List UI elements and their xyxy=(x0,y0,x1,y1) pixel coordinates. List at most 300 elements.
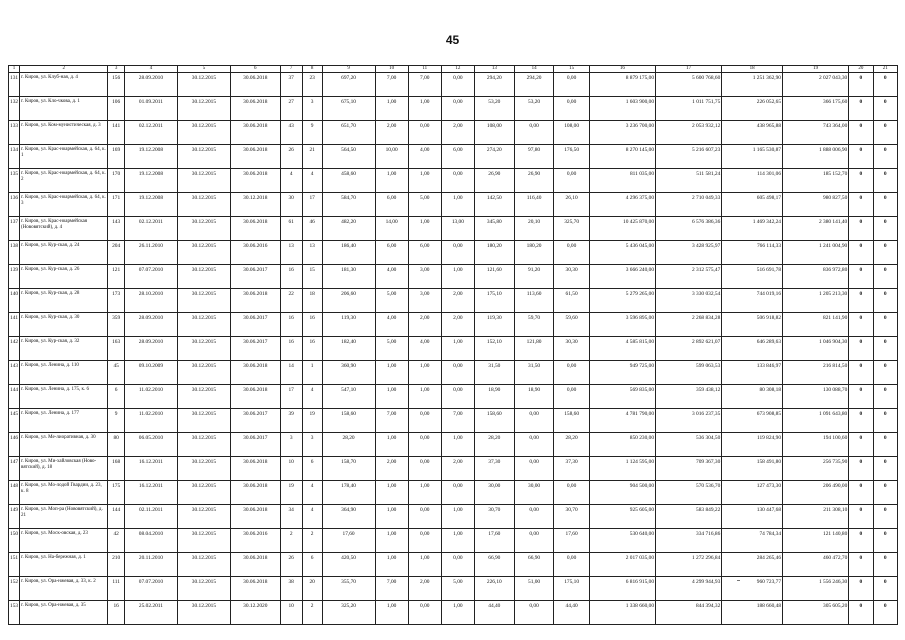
table-cell: 1,00 xyxy=(408,361,441,385)
table-cell: 9 xyxy=(108,409,125,433)
table-cell: 0 xyxy=(849,529,873,553)
address-cell: г. Киров, ул. Ора-нжевая, д. 35 xyxy=(20,601,108,625)
table-cell: 0,00 xyxy=(441,169,474,193)
table-cell: 19 xyxy=(280,481,302,505)
table-row xyxy=(9,313,898,337)
table-cell: 0,00 xyxy=(408,529,441,553)
table-cell: 09.10.2009 xyxy=(124,361,177,385)
table-cell: 0 xyxy=(873,577,897,601)
table-cell: 2 380 141,40 xyxy=(783,217,849,241)
table-cell: 10 xyxy=(280,457,302,481)
table-cell: 256 735,90 xyxy=(783,457,849,481)
table-cell: 30.06.2016 xyxy=(230,529,280,553)
table-cell: 0,00 xyxy=(514,409,554,433)
table-cell: 0,00 xyxy=(514,457,554,481)
table-cell: 1 205 213,30 xyxy=(783,289,849,313)
table-cell: 2 017 035,00 xyxy=(589,553,655,577)
table-cell: 1,00 xyxy=(408,481,441,505)
table-cell: 28,20 xyxy=(474,433,514,457)
table-cell: 5,00 xyxy=(375,289,408,313)
row-number-cell: 138 xyxy=(9,241,20,265)
table-cell: 0 xyxy=(849,97,873,121)
table-cell: 181,30 xyxy=(322,265,375,289)
table-cell: 0 xyxy=(873,121,897,145)
table-row xyxy=(9,481,898,505)
table-cell: 0 xyxy=(849,265,873,289)
table-cell: 158,60 xyxy=(554,409,589,433)
row-number-cell: 151 xyxy=(9,553,20,577)
table-cell: 5,00 xyxy=(441,577,474,601)
table-cell: 16.12.2011 xyxy=(124,457,177,481)
table-cell: 599 063,53 xyxy=(656,361,722,385)
column-header: 6 xyxy=(230,66,280,73)
table-cell: 133 846,97 xyxy=(722,361,783,385)
table-cell: 6 xyxy=(108,385,125,409)
address-cell: г. Киров, ул. Кур-ская, д. 26 xyxy=(20,265,108,289)
table-cell: 3 xyxy=(302,433,322,457)
table-cell: 170 xyxy=(108,169,125,193)
table-cell: 1 241 004,90 xyxy=(783,241,849,265)
row-number-cell: 148 xyxy=(9,481,20,505)
table-cell: 1 469 342,24 xyxy=(722,217,783,241)
table-cell: 30.06.2017 xyxy=(230,409,280,433)
table-cell: 127 473,30 xyxy=(722,481,783,505)
table-cell: 2,00 xyxy=(408,313,441,337)
table-cell: 25.02.2011 xyxy=(124,601,177,625)
table-cell: 1,00 xyxy=(441,505,474,529)
table-cell: 9 xyxy=(302,121,322,145)
table-cell: 30.06.2017 xyxy=(230,313,280,337)
table-cell: 0 xyxy=(873,361,897,385)
table-cell: 16 xyxy=(108,601,125,625)
table-cell: 30.06.2018 xyxy=(230,217,280,241)
table-cell: 30.06.2018 xyxy=(230,121,280,145)
table-cell: 0 xyxy=(849,289,873,313)
table-cell: 0 xyxy=(873,289,897,313)
table-cell: 0,00 xyxy=(514,529,554,553)
table-cell: 4 xyxy=(280,169,302,193)
table-cell: 766 114,33 xyxy=(722,241,783,265)
table-cell: 0 xyxy=(873,193,897,217)
row-number-cell: 143 xyxy=(9,361,20,385)
table-cell: 5 436 045,00 xyxy=(589,241,655,265)
table-cell: 1,00 xyxy=(375,433,408,457)
table-cell: 20,10 xyxy=(514,217,554,241)
table-cell: 119 824,90 xyxy=(722,433,783,457)
table-cell: 30.12.2015 xyxy=(177,121,230,145)
table-cell: 06.05.2010 xyxy=(124,433,177,457)
table-cell: 0 xyxy=(873,601,897,625)
table-cell: 111 xyxy=(108,577,125,601)
table-cell: 30.12.2015 xyxy=(177,97,230,121)
table-cell: 345,80 xyxy=(474,217,514,241)
table-cell: 30.12.2020 xyxy=(230,601,280,625)
table-row xyxy=(9,169,898,193)
column-header: 5 xyxy=(177,66,230,73)
table-cell: 30.06.2018 xyxy=(230,169,280,193)
table-cell: 30.12.2015 xyxy=(177,73,230,97)
table-cell: 226 052,65 xyxy=(722,97,783,121)
table-cell: 31,50 xyxy=(474,361,514,385)
address-cell: г. Киров, ул. Ленина, д. 110 xyxy=(20,361,108,385)
table-cell: 07.07.2010 xyxy=(124,265,177,289)
table-cell: 30.12.2015 xyxy=(177,577,230,601)
table-cell: 294,20 xyxy=(514,73,554,97)
row-number-cell: 137 xyxy=(9,217,20,241)
table-cell: 1,00 xyxy=(408,385,441,409)
table-cell: 28.09.2010 xyxy=(124,73,177,97)
table-cell: 360,90 xyxy=(322,361,375,385)
table-cell: 14,00 xyxy=(375,217,408,241)
table-cell: 646 289,63 xyxy=(722,337,783,361)
column-header: 1 xyxy=(9,66,20,73)
table-cell: 175 xyxy=(108,481,125,505)
table-cell: 17,60 xyxy=(322,529,375,553)
table-cell: 180,20 xyxy=(514,241,554,265)
row-number-cell: 139 xyxy=(9,265,20,289)
table-cell: 0 xyxy=(849,121,873,145)
column-header: 18 xyxy=(722,66,783,73)
table-cell: 26,90 xyxy=(514,169,554,193)
table-cell: 19.12.2008 xyxy=(124,169,177,193)
table-cell: 38 xyxy=(280,577,302,601)
table-cell: 08.04.2010 xyxy=(124,529,177,553)
table-cell: 59,60 xyxy=(554,313,589,337)
table-cell: 0,00 xyxy=(441,73,474,97)
table-cell: 4 xyxy=(302,505,322,529)
table-cell: 18,90 xyxy=(474,385,514,409)
table-cell: 438 965,88 xyxy=(722,121,783,145)
table-cell: 904 500,00 xyxy=(589,481,655,505)
table-cell: 359 xyxy=(108,313,125,337)
table-cell: 3,00 xyxy=(408,265,441,289)
table-row xyxy=(9,529,898,553)
page-number: 45 xyxy=(445,33,460,47)
row-number-cell: 133 xyxy=(9,121,20,145)
table-cell: 482,20 xyxy=(322,217,375,241)
table-cell: 0 xyxy=(849,337,873,361)
table-cell: 59,70 xyxy=(514,313,554,337)
table-cell: 0 xyxy=(849,457,873,481)
table-cell: 18 xyxy=(302,289,322,313)
address-cell: г. Киров, ул. Клуб-ная, д. 4 xyxy=(20,73,108,97)
table-cell: 11.02.2010 xyxy=(124,409,177,433)
table-cell: 19.12.2008 xyxy=(124,193,177,217)
table-cell: 536 304,50 xyxy=(656,433,722,457)
column-header: 16 xyxy=(589,66,655,73)
table-row xyxy=(9,361,898,385)
table-cell: 163 xyxy=(108,337,125,361)
table-cell: 4 xyxy=(302,169,322,193)
table-cell: 16.12.2011 xyxy=(124,481,177,505)
table-cell: 121,80 xyxy=(514,337,554,361)
table-row xyxy=(9,409,898,433)
table-cell: 564,50 xyxy=(322,145,375,169)
table-cell: 1 124 595,00 xyxy=(589,457,655,481)
table-cell: 821 141,90 xyxy=(783,313,849,337)
table-cell: 30,00 xyxy=(514,481,554,505)
table-cell: 697,20 xyxy=(322,73,375,97)
address-cell: г. Киров, ул. Кло-чкова, д. 1 xyxy=(20,97,108,121)
table-cell: 0,00 xyxy=(441,361,474,385)
table-cell: 2,00 xyxy=(441,457,474,481)
table-cell: 53,20 xyxy=(474,97,514,121)
table-cell: 2,00 xyxy=(375,457,408,481)
table-cell: 0 xyxy=(849,505,873,529)
table-cell: 30.12.2015 xyxy=(177,193,230,217)
table-cell: 216 814,50 xyxy=(783,361,849,385)
table-cell: 325,20 xyxy=(322,601,375,625)
table-cell: 30 xyxy=(280,193,302,217)
address-cell: г. Киров, ул. Моп-ра (Нововятский), д. 21 xyxy=(20,505,108,529)
table-cell: 4 299 944,93 xyxy=(656,577,722,601)
table-row xyxy=(9,601,898,625)
column-header: 3 xyxy=(108,66,125,73)
table-cell: 651,70 xyxy=(322,121,375,145)
table-cell: 26 xyxy=(280,553,302,577)
table-cell: 811 035,00 xyxy=(589,169,655,193)
table-cell: 1,00 xyxy=(375,481,408,505)
table-cell: 178,40 xyxy=(322,481,375,505)
table-cell: 226,10 xyxy=(474,577,514,601)
table-row xyxy=(9,73,898,97)
table-cell: 28,20 xyxy=(554,433,589,457)
table-cell: 420,50 xyxy=(322,553,375,577)
table-cell: 169 xyxy=(108,145,125,169)
table-cell: 158,70 xyxy=(322,457,375,481)
table-cell: 8 879 175,00 xyxy=(589,73,655,97)
table-cell: 28.10.2010 xyxy=(124,289,177,313)
table-cell: 949 725,00 xyxy=(589,361,655,385)
table-cell: 30.12.2015 xyxy=(177,289,230,313)
table-cell: 42 xyxy=(108,529,125,553)
table-body xyxy=(9,73,898,625)
address-cell: г. Киров, ул. Крас-ноармейская, д. 64, к. 2 xyxy=(20,169,108,193)
table-cell: 0 xyxy=(849,313,873,337)
table-row xyxy=(9,577,898,601)
table-cell: 2,00 xyxy=(441,289,474,313)
address-cell: г. Киров, ул. Кур-ская, д. 30 xyxy=(20,313,108,337)
table-cell: 30.06.2018 xyxy=(230,361,280,385)
column-header: 17 xyxy=(656,66,722,73)
table-cell: 44,40 xyxy=(554,601,589,625)
table-cell: 26 xyxy=(280,145,302,169)
table-cell: 2 xyxy=(302,529,322,553)
address-cell: г. Киров, ул. Ком-мунистическая, д. 3 xyxy=(20,121,108,145)
table-cell: 30.06.2018 xyxy=(230,145,280,169)
table-cell: 141 xyxy=(108,121,125,145)
table-cell: 180,20 xyxy=(474,241,514,265)
table-cell: 30.12.2015 xyxy=(177,529,230,553)
table-cell: 204 xyxy=(108,241,125,265)
column-header: 15 xyxy=(554,66,589,73)
table-cell: 0 xyxy=(849,601,873,625)
table-cell: 4 xyxy=(302,385,322,409)
table-cell: 0 xyxy=(873,505,897,529)
table-cell: 569 835,00 xyxy=(589,385,655,409)
table-cell: 116,40 xyxy=(514,193,554,217)
table-cell: 97,80 xyxy=(514,145,554,169)
table-cell: 28.09.2010 xyxy=(124,313,177,337)
table-cell: 3 330 032,54 xyxy=(656,289,722,313)
table-cell: 74 784,34 xyxy=(722,529,783,553)
table-cell: 8 270 145,00 xyxy=(589,145,655,169)
row-number-cell: 153 xyxy=(9,601,20,625)
table-cell: 0 xyxy=(873,217,897,241)
table-cell: 30.06.2018 xyxy=(230,505,280,529)
table-cell: 30.06.2018 xyxy=(230,97,280,121)
table-cell: 5 216 607,23 xyxy=(656,145,722,169)
table-cell: 0 xyxy=(849,577,873,601)
row-number-cell: 141 xyxy=(9,313,20,337)
table-cell: 7,00 xyxy=(441,409,474,433)
table-cell: 925 605,00 xyxy=(589,505,655,529)
table-cell: 0 xyxy=(849,169,873,193)
table-cell: 460 472,70 xyxy=(783,553,849,577)
table-cell: 0,00 xyxy=(441,385,474,409)
address-cell: г. Киров, ул. Крас-ноармейская, д. 64, к. 3 xyxy=(20,193,108,217)
address-cell: г. Киров, ул. Ми-хайловская (Ново-вятский), д. 18 xyxy=(20,457,108,481)
table-cell: 0 xyxy=(849,73,873,97)
table-cell: 844 394,32 xyxy=(656,601,722,625)
table-cell: 5,00 xyxy=(408,193,441,217)
table-row xyxy=(9,241,898,265)
table-cell: 5 600 768,60 xyxy=(656,73,722,97)
row-number-cell: 152 xyxy=(9,577,20,601)
table-cell: 19.12.2008 xyxy=(124,145,177,169)
table-cell: 30.12.2015 xyxy=(177,553,230,577)
table-cell: 0 xyxy=(849,409,873,433)
table-cell: 46 xyxy=(302,217,322,241)
table-cell: 30.12.2015 xyxy=(177,385,230,409)
table-cell: 2 027 043,30 xyxy=(783,73,849,97)
table-cell: 30.12.2015 xyxy=(177,361,230,385)
column-header: 4 xyxy=(124,66,177,73)
row-number-cell: 140 xyxy=(9,289,20,313)
column-header: 19 xyxy=(783,66,849,73)
table-cell: 3 666 240,00 xyxy=(589,265,655,289)
table-cell: 37 xyxy=(280,73,302,97)
table-cell: 584,70 xyxy=(322,193,375,217)
address-cell: г. Киров, ул. Ора-нжевая, д. 33, к. 2 xyxy=(20,577,108,601)
table-cell: 30.06.2018 xyxy=(230,73,280,97)
table-cell: 0,00 xyxy=(441,553,474,577)
table-cell: 188 660,48 xyxy=(722,601,783,625)
table-cell: 2,00 xyxy=(408,577,441,601)
table-cell: 547,10 xyxy=(322,385,375,409)
table-cell: 80 308,18 xyxy=(722,385,783,409)
table-cell: 4,00 xyxy=(375,265,408,289)
row-number-cell: 146 xyxy=(9,433,20,457)
table-cell: 158,60 xyxy=(474,409,514,433)
table-cell: 1,00 xyxy=(408,217,441,241)
table-cell: 0,00 xyxy=(408,601,441,625)
table-cell: 2 892 621,07 xyxy=(656,337,722,361)
table-cell: 144 xyxy=(108,505,125,529)
table-cell: 1 556 246,30 xyxy=(783,577,849,601)
table-cell: 583 849,22 xyxy=(656,505,722,529)
table-cell: 980 827,50 xyxy=(783,193,849,217)
table-cell: 1 338 660,00 xyxy=(589,601,655,625)
table-cell: 39 xyxy=(280,409,302,433)
table-row xyxy=(9,193,898,217)
table-cell: 458,60 xyxy=(322,169,375,193)
address-cell: г. Киров, ул. Крас-ноармейская, д. 64, к. 1 xyxy=(20,145,108,169)
table-cell: 0,00 xyxy=(554,97,589,121)
table-cell: 274,20 xyxy=(474,145,514,169)
table-cell: 61,50 xyxy=(554,289,589,313)
table-cell: 66,90 xyxy=(514,553,554,577)
table-cell: 294,20 xyxy=(474,73,514,97)
table-cell: 173 xyxy=(108,289,125,313)
table-cell: 27 xyxy=(280,97,302,121)
table-cell: 3,00 xyxy=(408,289,441,313)
table-cell: 10 xyxy=(280,601,302,625)
table-row xyxy=(9,457,898,481)
table-cell: 30.12.2015 xyxy=(177,433,230,457)
table-cell: 143 xyxy=(108,217,125,241)
table-cell: 3 xyxy=(302,97,322,121)
table-cell: 1 272 296,84 xyxy=(656,553,722,577)
table-cell: 3 xyxy=(280,433,302,457)
row-number-cell: 135 xyxy=(9,169,20,193)
table-cell: 744 019,16 xyxy=(722,289,783,313)
table-cell: 43 xyxy=(280,121,302,145)
table-cell: 0 xyxy=(873,553,897,577)
table-cell: 30.12.2015 xyxy=(177,313,230,337)
address-cell: г. Киров, ул. На-бережная, д. 1 xyxy=(20,553,108,577)
table-cell: 0 xyxy=(873,73,897,97)
table-cell: 175,10 xyxy=(474,289,514,313)
table-cell: 0 xyxy=(873,433,897,457)
table-cell: 4 296 375,00 xyxy=(589,193,655,217)
table-cell: 30.12.2015 xyxy=(177,265,230,289)
table-cell: 4,00 xyxy=(408,145,441,169)
table-cell: 1,00 xyxy=(375,529,408,553)
address-cell: г. Киров, ул. Ленина, д. 177 xyxy=(20,409,108,433)
table-cell: 30.12.2018 xyxy=(230,193,280,217)
table-cell: 30.06.2017 xyxy=(230,265,280,289)
table-cell: 1 xyxy=(302,361,322,385)
table-cell: 1,00 xyxy=(441,193,474,217)
table-cell: 4 xyxy=(302,481,322,505)
table-cell: 1 603 900,00 xyxy=(589,97,655,121)
table-cell: 0,00 xyxy=(554,481,589,505)
table-cell: 30.12.2015 xyxy=(177,409,230,433)
table-cell: 2,00 xyxy=(441,313,474,337)
table-cell: 0,00 xyxy=(554,553,589,577)
table-cell: 0,00 xyxy=(554,73,589,97)
table-cell: 1,00 xyxy=(408,97,441,121)
table-cell: 13 xyxy=(302,241,322,265)
table-cell: 305 605,20 xyxy=(783,601,849,625)
row-number-cell: 144 xyxy=(9,385,20,409)
table-cell: 1 165 530,87 xyxy=(722,145,783,169)
table-cell: 91,20 xyxy=(514,265,554,289)
table-cell: 850 230,00 xyxy=(589,433,655,457)
table-cell: 30.06.2018 xyxy=(230,481,280,505)
table-cell: 18,90 xyxy=(514,385,554,409)
column-header: 10 xyxy=(375,66,408,73)
table-cell: 142,50 xyxy=(474,193,514,217)
table-cell: 19 xyxy=(302,409,322,433)
address-cell: г. Киров, ул. Кур-ская, д. 32 xyxy=(20,337,108,361)
table-cell: 6,00 xyxy=(408,241,441,265)
table-cell: 30.12.2015 xyxy=(177,457,230,481)
table-cell: 30.06.2016 xyxy=(230,241,280,265)
table-cell: 14 xyxy=(280,361,302,385)
table-cell: 6 576 386,36 xyxy=(656,217,722,241)
